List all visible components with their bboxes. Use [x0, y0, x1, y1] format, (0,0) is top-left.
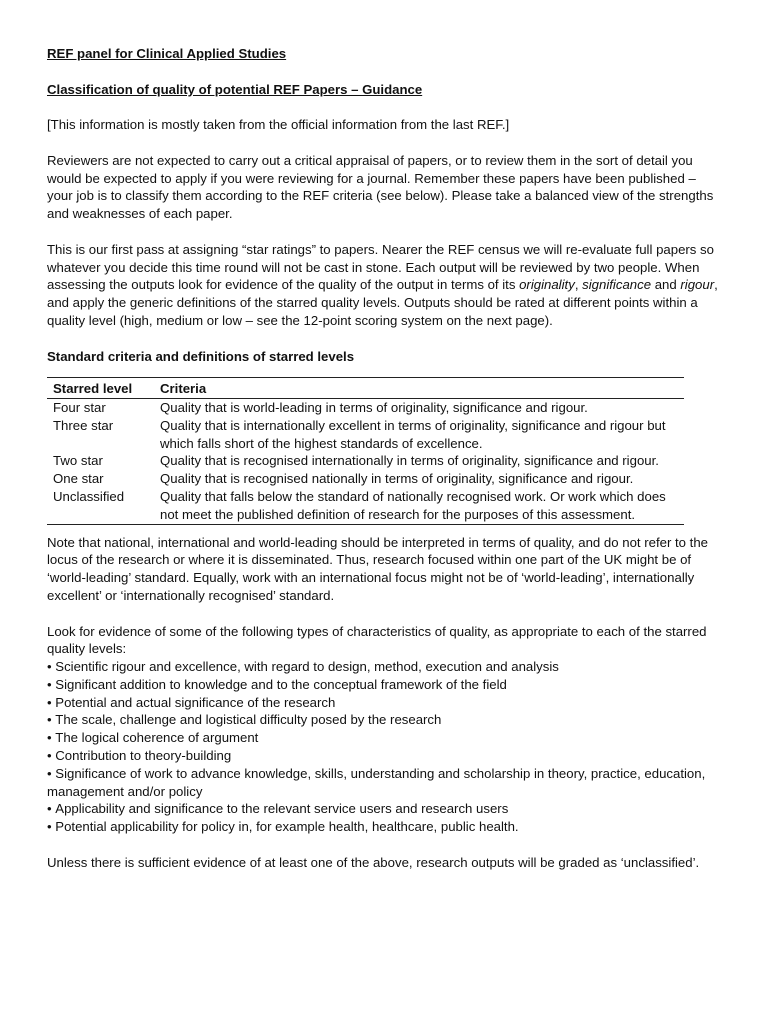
- table-row: [47, 417, 684, 453]
- starred-level-cell: Unclassified: [47, 488, 160, 524]
- table-header-row: [47, 378, 684, 399]
- separator: and: [651, 277, 681, 293]
- column-header-criteria: Criteria: [160, 378, 684, 399]
- intro-note: [This information is mostly taken from the official information from the last REF.]: [47, 117, 510, 133]
- list-item: • The scale, challenge and logistical difficulty posed by the research: [47, 711, 725, 729]
- table-row: [47, 452, 684, 470]
- document-subtitle: Classification of quality of potential REF Papers – Guidance: [47, 81, 423, 97]
- paragraph-unclassified: Unless there is sufficient evidence of at least one of the above, research outputs will be graded as ‘unclassified’.: [47, 854, 700, 870]
- list-item: • Potential and actual significance of the research: [47, 694, 725, 712]
- list-item: • Contribution to theory-building: [47, 747, 725, 765]
- criteria-heading: Standard criteria and definitions of starred levels: [47, 348, 355, 364]
- quality-characteristics-section: [47, 623, 725, 837]
- term-rigour: rigour: [680, 277, 715, 293]
- criteria-cell: Quality that is internationally excellent in terms of originality, significance and rigour but which falls short of the highest standards of excellence.: [160, 417, 666, 451]
- criteria-cell: Quality that is recognised nationally in terms of originality, significance and rigour.: [160, 471, 634, 487]
- list-item: • Scientific rigour and excellence, with regard to design, method, execution and analysis: [47, 658, 725, 676]
- table-row: [47, 398, 684, 416]
- separator: ,: [574, 277, 583, 293]
- first-pass-text-end: , and apply the generic definitions of the starred quality levels. Outputs should be rated at different points within a quality level (high, medium or low – see the 12-point scoring system on the next page).: [47, 277, 718, 328]
- paragraph-reviewers: Reviewers are not expected to carry out a critical appraisal of papers, or to review them in the sort of detail you would be expected to apply if you were reviewing for a journal. Remember these papers have been published – your job is to classify them according to the REF criteria (see below). Please take a balanced view of the strengths and weaknesses of each paper.: [47, 152, 714, 222]
- term-significance: significance: [582, 277, 652, 293]
- criteria-cell: Quality that falls below the standard of nationally recognised work. Or work which does not meet the published definition of research for the purposes of this assessment.: [160, 488, 684, 524]
- starred-level-cell: Two star: [53, 453, 103, 469]
- starred-level-cell: Four star: [53, 399, 106, 415]
- criteria-cell: Quality that is recognised internationally in terms of originality, significance and rigour.: [160, 453, 659, 469]
- document-page: [47, 45, 725, 889]
- list-item: • Significant addition to knowledge and to the conceptual framework of the field: [47, 676, 725, 694]
- paragraph-first-pass: [47, 241, 725, 330]
- starred-level-cell: One star: [53, 471, 104, 487]
- list-item: • Significance of work to advance knowledge, skills, understanding and scholarship in theory, practice, education, management and/or policy: [47, 765, 725, 801]
- column-header-starred-level: Starred level: [47, 378, 160, 399]
- list-item: • The logical coherence of argument: [47, 729, 725, 747]
- list-item: • Potential applicability for policy in, for example health, healthcare, public health.: [47, 818, 725, 836]
- criteria-cell: Quality that is world-leading in terms of originality, significance and rigour.: [160, 399, 588, 415]
- table-row: [47, 470, 684, 488]
- table-row: [47, 488, 684, 524]
- first-pass-text: This is our first pass at assigning “star ratings” to papers. Nearer the REF census we will re-evaluate full papers so whatever you decide this time round will not be cast in stone. Each output will be reviewed by two people. When assessing the outputs look for evidence of the quality of the output in terms of its: [47, 241, 714, 293]
- document-title: REF panel for Clinical Applied Studies: [47, 46, 287, 61]
- paragraph-note: Note that national, international and world-leading should be interpreted in terms of quality, and do not refer to the locus of the research or where it is disseminated. Thus, research focused within one part of the UK might be of ‘world-leading’ standard. Equally, work with an international focus might not be of ‘world-leading’, internationally excellent’ or ‘internationally recognised’ standard.: [47, 534, 709, 603]
- criteria-table: [47, 377, 684, 524]
- paragraph-look-for-evidence: Look for evidence of some of the following types of characteristics of quality, as appropriate to each of the starred quality levels:: [47, 623, 707, 657]
- starred-level-cell: Three star: [53, 417, 114, 433]
- term-originality: originality: [519, 277, 575, 293]
- quality-characteristics-list: [47, 658, 725, 836]
- list-item: • Applicability and significance to the relevant service users and research users: [47, 800, 725, 818]
